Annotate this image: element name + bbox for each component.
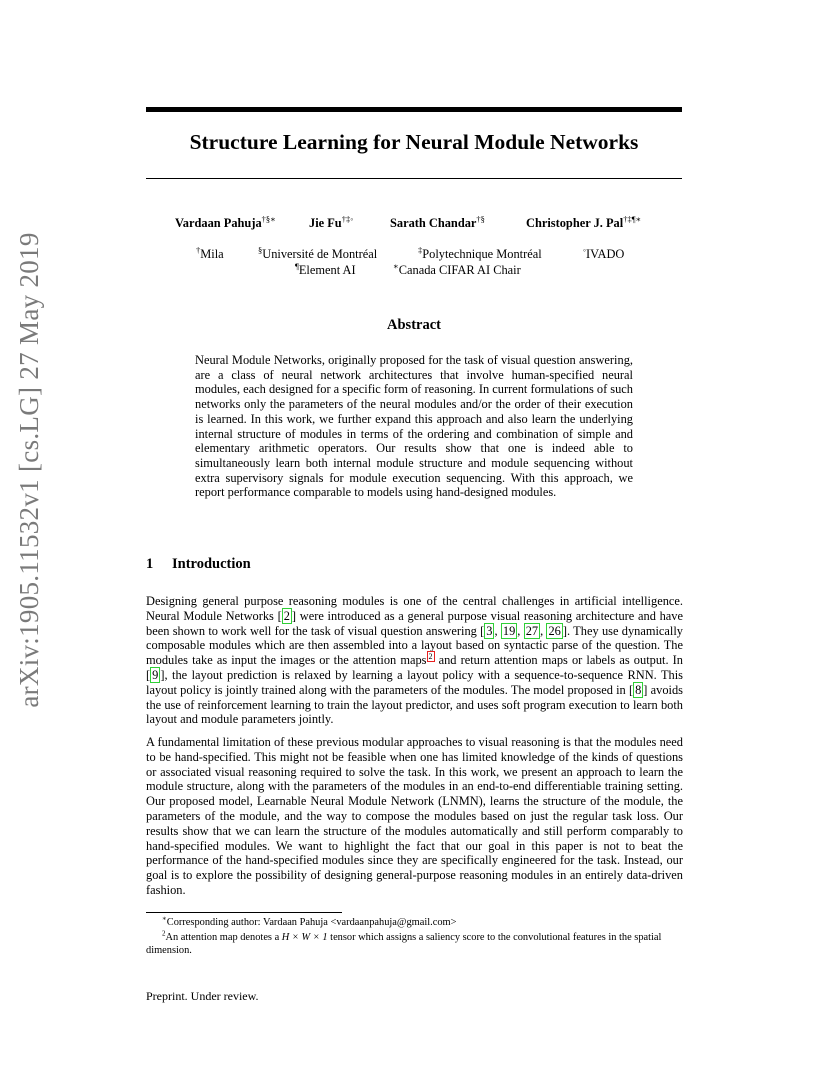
abstract-heading: Abstract: [387, 317, 441, 333]
citation-link[interactable]: 27: [525, 623, 539, 638]
author: Sarath Chandar†§: [390, 213, 485, 230]
footnote-link[interactable]: 2: [428, 652, 433, 662]
footnote-2: $^2$An attention map denotes a H × W × 1 tensor which assigns a saliency score to the convolutional features in the spatial dimension.: [146, 929, 662, 956]
citation-link[interactable]: 26: [548, 623, 561, 638]
preprint-footer: Preprint. Under review.: [146, 989, 259, 1003]
citation-link[interactable]: 19: [502, 623, 516, 638]
intro-paragraph-1: Designing general purpose reasoning modules is one of the central challenges in artificial intelligence. Neural Module Networks [ 2 ] were introduced as a general purpose visual reasoning architecture and have been shown to work well for the task of visual question answering [ 3 , 19 , 27 , 26 ]. They use dynamically composable modules which are then assembled into a layout based on syntactic parse of the question. The modules take as input the images or the attention maps $^2$ and return attention maps or labels as output. In [ 9 ], the layout prediction is relaxed by learning a layout policy with a sequence-to-sequence RNN. This layout policy is jointly trained along with the parameters of the modules. The model proposed in [ 8 ] avoids the use of reinforcement learning to train the layout predictor, and uses soft program execution to learn both layout and module parameters jointly.: [146, 594, 684, 727]
affiliation: †Mila: [196, 244, 224, 261]
author: Jie Fu†‡◦: [309, 213, 354, 230]
footnote-divider: [146, 912, 342, 913]
author: Vardaan Pahuja†§∗: [175, 213, 276, 230]
affiliation: ∗Canada CIFAR AI Chair: [393, 260, 521, 277]
citation-link[interactable]: 3: [486, 623, 493, 638]
section-number: 1: [146, 556, 154, 572]
citation-link[interactable]: 8: [635, 682, 642, 697]
section-title: Introduction: [172, 556, 251, 572]
intro-paragraph-2: A fundamental limitation of these previous modular approaches to visual reasoning is that the modules need to be hand-specified. This might not be feasible when one has limited knowledge of the kinds of questions or associated visual reasoning required to solve the task. In this work, we present an approach to learn the module structure, along with the parameters of the modules in an end-to-end differentiable training setting. Our proposed model, Learnable Neural Module Network (LNMN), learns the structure of the module, the parameters of the module, and the way to compose the modules based on just the regular task loss. Our results show that we can learn the structure of the modules automatically and still perform comparably to hand-specified modules. We want to highlight the fact that our goal in this paper is not to beat the performance of the hand-specified modules since they are specifically engineered for the task. Instead, our goal is to explore the possibility of designing general-purpose reasoning modules in an entirely data-driven fashion.: [146, 735, 683, 897]
footnote-1: ∗Corresponding author: Vardaan Pahuja <vardaanpahuja@gmail.com>: [162, 914, 457, 928]
title-bottom-rule: [146, 178, 682, 179]
affiliation: ‡Polytechnique Montréal: [418, 244, 542, 261]
author: Christopher J. Pal†‡¶∗: [526, 213, 642, 230]
affiliation: ¶Element AI: [295, 260, 356, 277]
abstract-text: Neural Module Networks, originally proposed for the task of visual question answering, are a class of neural network architectures that involve human-specified neural modules, each designed for a specific form of reasoning. In current formulations of such networks only the parameters of the neural modules and/or the order of their execution is learned. In this work, we further expand this approach and also learn the underlying internal structure of modules in terms of the ordering and combination of simple and elementary arithmetic operators. Our results show that one is indeed able to simultaneously learn both internal module structure and module sequencing without extra supervisory signals for module execution sequencing. With this approach, we report performance comparable to models using hand-designed modules.: [195, 353, 634, 500]
section-heading: [146, 556, 251, 573]
affiliation: §Université de Montréal: [258, 244, 378, 261]
paper-title: Structure Learning for Neural Module Networks: [189, 130, 639, 154]
citation-link[interactable]: 9: [152, 667, 159, 682]
arxiv-stamp-text[interactable]: arXiv:1905.11532v1 [cs.LG] 27 May 2019: [14, 232, 44, 708]
citation-link[interactable]: 2: [283, 608, 290, 623]
title-top-rule: [146, 107, 682, 112]
affiliation: ◦IVADO: [583, 244, 625, 261]
